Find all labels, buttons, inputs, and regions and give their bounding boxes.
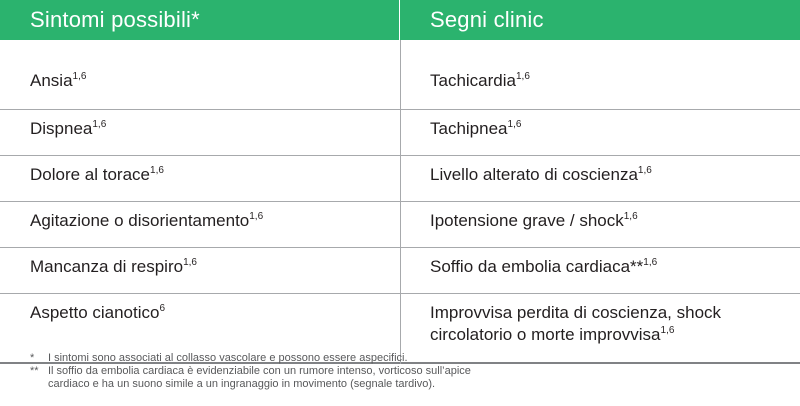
table-body (0, 40, 800, 364)
symptom-ref: 6 (159, 303, 166, 314)
table-row (0, 110, 800, 156)
symptom-cell (0, 202, 400, 247)
symptom-text: Agitazione o disorientamento (30, 211, 250, 230)
sign-ref: 1,6 (660, 325, 675, 336)
sign-ref: 1,6 (637, 165, 652, 176)
sign-text: Livello alterato di coscienza (430, 165, 638, 184)
sign-ref: 1,6 (623, 211, 638, 222)
symptom-cell (0, 40, 400, 109)
sign-cell (400, 202, 800, 247)
footnote-text: I sintomi sono associati al collasso vascolare e possono essere aspecifici. (48, 352, 408, 364)
sign-text: Soffio da embolia cardiaca** (430, 257, 644, 276)
symptom-ref: 1,6 (72, 71, 87, 82)
sign-cell (400, 156, 800, 201)
symptom-ref: 1,6 (183, 257, 197, 268)
footnote-mark: * (30, 352, 35, 364)
symptom-text: Dolore al torace (30, 165, 151, 184)
footnote (30, 365, 790, 391)
table-row (0, 156, 800, 202)
sign-text-line1: Improvvisa perdita di coscienza, shock (430, 303, 722, 322)
symptom-ref: 1,6 (150, 165, 164, 176)
symptom-cell (0, 156, 400, 201)
sign-text: Tachipnea (430, 119, 508, 138)
symptom-text: Mancanza di respiro (30, 257, 184, 276)
symptom-cell (0, 110, 400, 155)
footnotes (30, 352, 790, 391)
footnote-mark: ** (30, 365, 39, 377)
sign-text: Tachicardia (430, 71, 516, 90)
symptom-text: Aspetto cianotico (30, 303, 160, 322)
sign-cell (400, 248, 800, 293)
symptom-text: Dispnea (30, 119, 93, 138)
sign-ref: 1,6 (643, 257, 658, 268)
header-clinical-signs: Segni clinic (430, 7, 544, 32)
sign-text: Ipotensione grave / shock (430, 211, 624, 230)
symptom-cell (0, 248, 400, 293)
header-symptoms: Sintomi possibili* (0, 0, 400, 40)
symptom-text: Ansia (30, 71, 73, 90)
table-row (0, 202, 800, 248)
footnote-text-line1: Il soffio da embolia cardiaca è evidenziabile con un rumore intenso, vorticoso sull’apice (48, 365, 471, 377)
sign-cell (400, 40, 800, 109)
footnote-text-line2: cardiaco e ha un suono simile a un ingranaggio in movimento (segnale tardivo). (48, 378, 436, 390)
sign-ref: 1,6 (507, 119, 522, 130)
sign-text-line2: circolatorio o morte improvvisa (430, 325, 661, 344)
symptom-ref: 1,6 (92, 119, 107, 130)
table-row (0, 248, 800, 294)
footnote (30, 352, 790, 365)
footnote-text (48, 365, 790, 391)
sign-cell (400, 110, 800, 155)
table-header (0, 0, 800, 40)
table-row (0, 40, 800, 110)
symptom-ref: 1,6 (249, 211, 264, 222)
sign-ref: 1,6 (516, 71, 530, 82)
